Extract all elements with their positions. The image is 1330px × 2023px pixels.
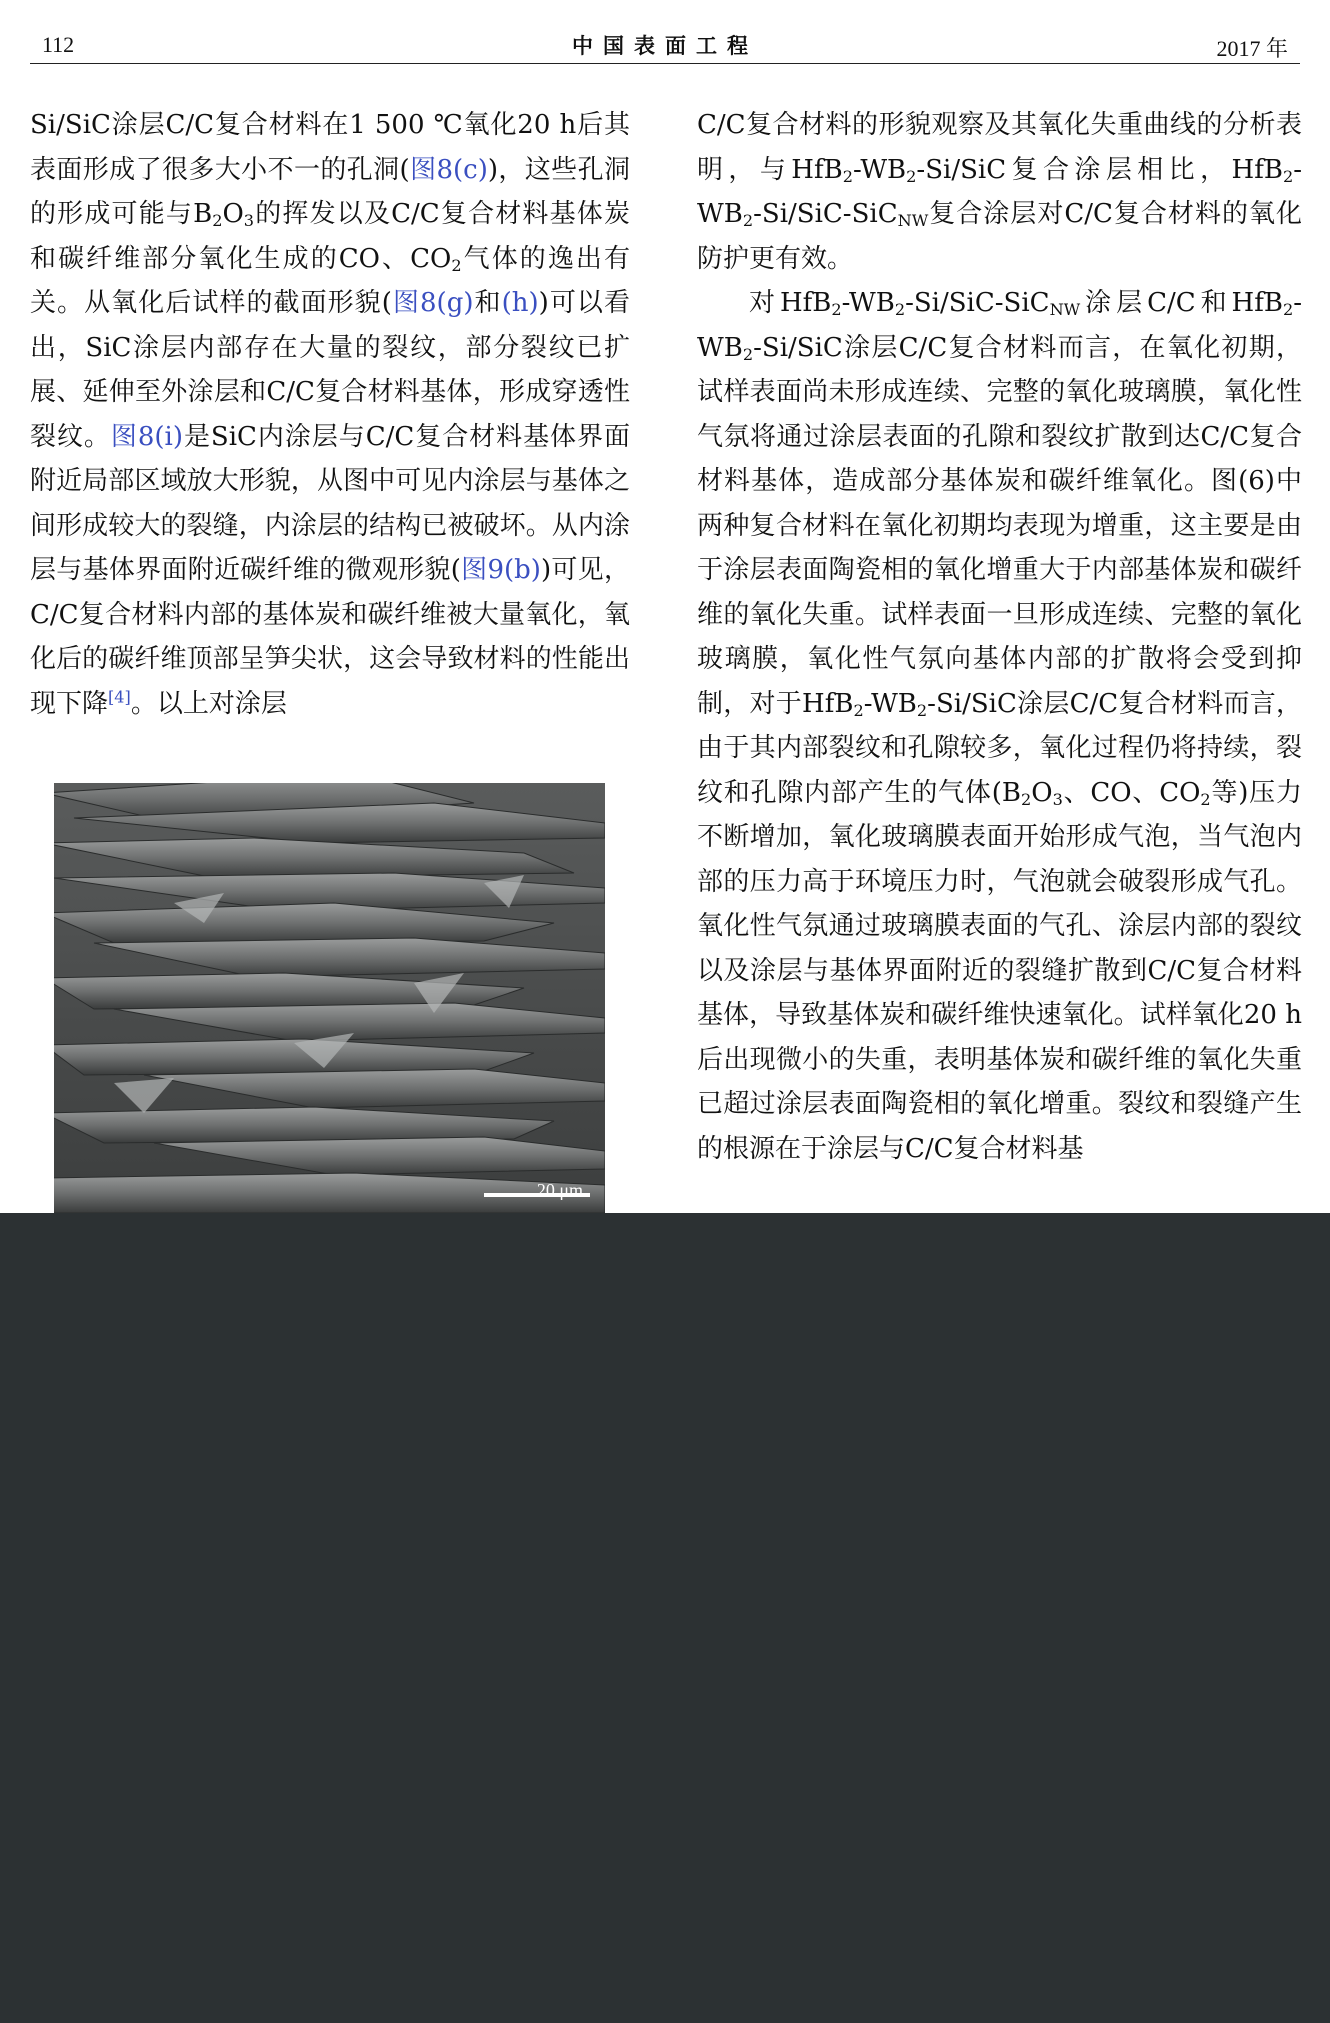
subscript: 2 (742, 211, 754, 231)
left-paragraph-1 (30, 103, 630, 726)
text-run: -WB (852, 154, 907, 185)
subscript: 2 (1282, 166, 1294, 186)
text-run: -WB (841, 288, 895, 318)
text-run: 和 (473, 288, 502, 318)
text-run: 复合涂层对C/C复合材料的氧化防护更有效。 (697, 199, 1302, 274)
sem-micrograph (54, 783, 605, 1213)
text-run: -WB (863, 688, 917, 719)
figure-ref-9b[interactable]: 图9(b) (460, 555, 541, 585)
subscript: NW (1049, 300, 1081, 320)
subscript: 2 (916, 700, 928, 720)
text-run: )可见，C/C复合材料内部的基体炭和碳纤维被大量氧化，氧化后的碳纤维顶部呈笋尖状，这会导致材料的性能出现下降 (30, 555, 630, 719)
figure-ref-8i[interactable]: 图8(i) (110, 421, 183, 452)
subscript: 2 (1282, 300, 1294, 320)
right-paragraph-1 (697, 103, 1302, 281)
subscript: 2 (842, 166, 853, 186)
text-run: O (1031, 777, 1053, 808)
figure-ref-8h[interactable]: (h) (501, 288, 539, 318)
subscript: 3 (1052, 789, 1063, 809)
journal-title: 中国表面工程 (572, 34, 758, 58)
subscript: 2 (1200, 789, 1211, 809)
subscript: 2 (906, 166, 917, 186)
text-run: 气体的逸出有关。从氧化后试样的截面形貌( (30, 243, 630, 318)
text-run: -Si/SiC-SiC (905, 288, 1050, 318)
text-run: 的挥发以及C/C复合材料基体炭和碳纤维部分氧化生成的CO、CO (30, 199, 630, 274)
text-run: 对HfB (749, 288, 832, 318)
text-run: -WB (697, 288, 1302, 363)
text-run: 是SiC内涂层与C/C复合材料基体界面附近局部区域放大形貌，从图中可见内涂层与基体之间形成较大的裂缝，内涂层的结构已被破坏。从内涂层与基体界面附近碳纤维的微观形貌( (30, 421, 630, 585)
publication-year: 2017 年 (1216, 36, 1288, 61)
text-run: -WB (697, 154, 1302, 229)
subscript: 2 (212, 211, 223, 231)
left-column (30, 103, 630, 726)
subscript: 2 (853, 700, 864, 720)
text-run: -Si/SiC-SiC (753, 199, 898, 229)
subscript: 3 (243, 211, 255, 231)
page-header (30, 30, 1300, 60)
text-run: 等)压力不断增加，氧化玻璃膜表面开始形成气泡，当气泡内部的压力高于环境压力时，气泡就会破裂形成气孔。氧化性气氛通过玻璃膜表面的气孔、涂层内部的裂纹以及涂层与基体界面附近的裂缝扩散到C/C复合材料基体，导致基体炭和碳纤维快速氧化。试样氧化20 h后出现微小的失重，表明基体炭和碳纤维的氧化失重已超过涂层表面陶瓷相的氧化增重。裂纹和裂缝产生的根源在于涂层与C/C复合材料基 (697, 777, 1302, 1164)
text-run: 。以上对涂层 (130, 688, 287, 719)
subscript: 2 (742, 344, 754, 364)
page-number: 112 (42, 32, 75, 57)
text-run: 、CO、CO (1062, 777, 1201, 808)
text-run: )，这些孔洞的形成可能与B (30, 154, 630, 229)
text-run: -Si/SiC复合涂层相比，HfB (916, 154, 1283, 185)
figure-ref-8g[interactable]: 图8(g) (391, 288, 474, 318)
right-paragraph-2 (697, 281, 1302, 1171)
text-run: -Si/SiC涂层C/C复合材料而言，由于其内部裂纹和孔隙较多，氧化过程仍将持续，裂纹和孔隙内部产生的气体(B (697, 688, 1302, 808)
figure-ref-8c[interactable]: 图8(c) (409, 154, 488, 185)
dark-overlay-block (0, 1213, 1330, 2023)
scale-bar-label: 20 μm (536, 1180, 583, 1200)
subscript: 2 (831, 300, 842, 320)
right-column (697, 103, 1302, 1171)
subscript: NW (897, 211, 929, 231)
text-run: O (222, 199, 244, 229)
citation-4[interactable]: [4] (108, 686, 131, 706)
text-run: Si/SiC涂层C/C复合材料在1 500 ℃氧化20 h后其表面形成了很多大小不一的孔洞( (30, 110, 630, 185)
subscript: 2 (1020, 789, 1032, 809)
text-run: 涂层C/C和HfB (1080, 288, 1283, 318)
text-run: )可以看出，SiC涂层内部存在大量的裂纹，部分裂纹已扩展、延伸至外涂层和C/C复合材料基体，形成穿透性裂纹。 (30, 288, 630, 452)
text-run: -Si/SiC涂层C/C复合材料而言，在氧化初期，试样表面尚未形成连续、完整的氧化玻璃膜，氧化性气氛将通过涂层表面的孔隙和裂纹扩散到达C/C复合材料基体，造成部分基体炭和碳纤维氧化。图(6)中两种复合材料在氧化初期均表现为增重，这主要是由于涂层表面陶瓷相的氧化增重大于内部基体炭和碳纤维的氧化失重。试样表面一旦形成连续、完整的氧化玻璃膜，氧化性气氛向基体内部的扩散将会受到抑制，对于HfB (697, 332, 1302, 719)
subscript: 2 (451, 255, 462, 275)
subscript: 2 (894, 300, 906, 320)
header-rule (30, 63, 1300, 64)
text-run: C/C复合材料的形貌观察及其氧化失重曲线的分析表明，与HfB (697, 110, 1302, 185)
